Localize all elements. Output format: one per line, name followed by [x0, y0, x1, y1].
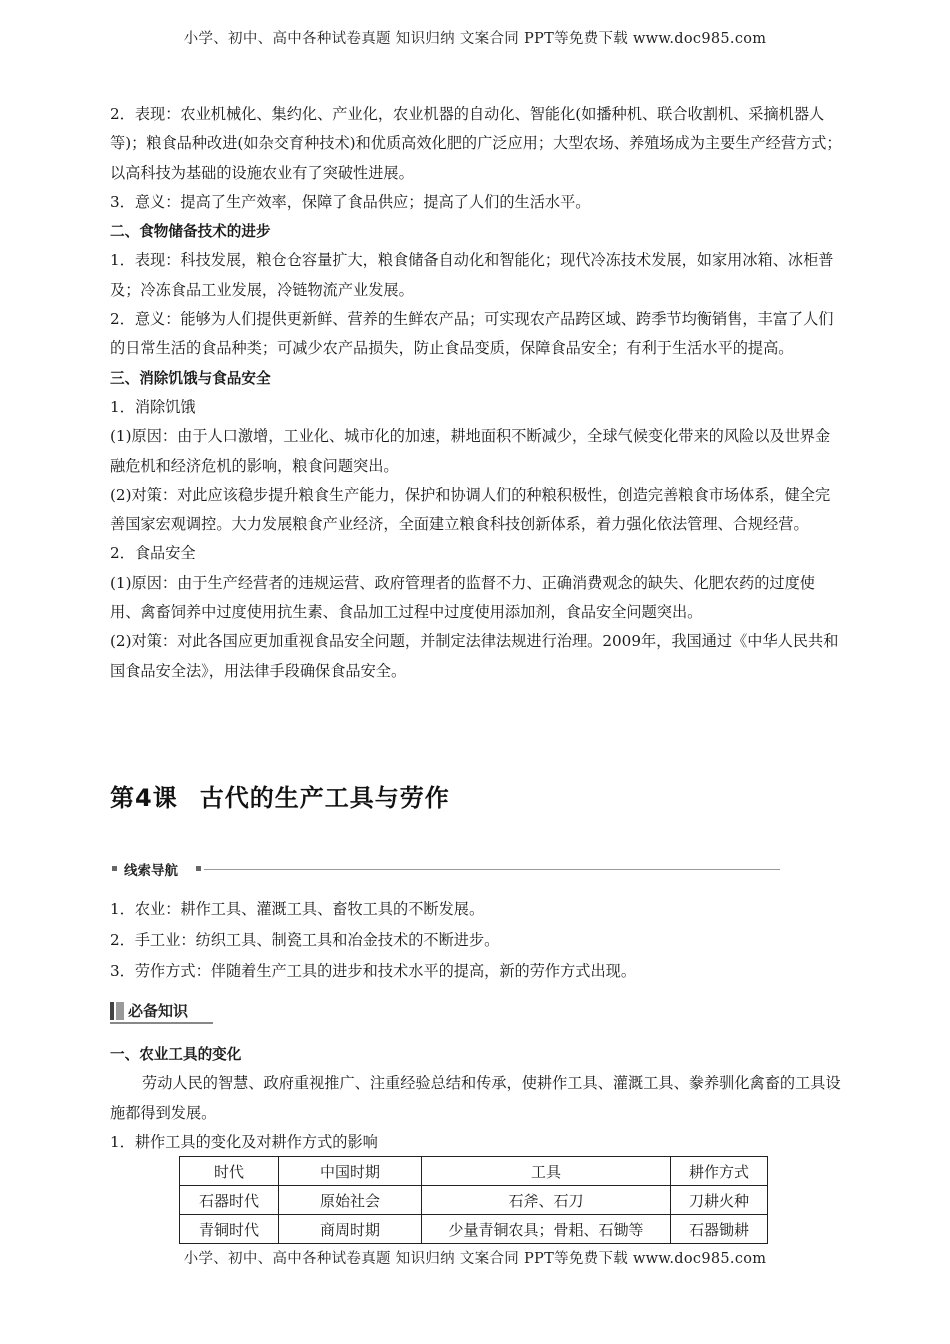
page-footer: 小学、初中、高中各种试卷真题 知识归纳 文案合同 PPT等免费下载 www.doc985.com — [183, 1251, 767, 1267]
clue-navigation-bar — [110, 859, 780, 881]
paragraph-safety-cause: (1)原因：由于生产经营者的违规运营、政府管理者的监督不力、正确消费观念的缺失、化肥农药的过度使用、禽畜饲养中过度使用抗生素、食品加工过程中过度使用添加剂，食品安全问题突出。 — [110, 573, 815, 622]
table-header-cell: 耕作方式 — [671, 1157, 768, 1186]
subheading-farming-tools: 1．耕作工具的变化及对耕作方式的影响 — [110, 1132, 378, 1151]
table-header-cell: 中国时期 — [279, 1157, 422, 1186]
paragraph-storage-significance: 2．意义：能够为人们提供更新鲜、营养的生鲜农产品；可实现农产品跨区域、跨季节均衡销售，丰富了人们的日常生活的食品种类；可减少农产品损失，防止食品变质，保障食品安全；有利于生活水平的提高。 — [110, 310, 834, 358]
table-header-cell: 时代 — [180, 1157, 279, 1186]
banner-underline — [110, 1022, 213, 1024]
essential-knowledge-banner — [110, 999, 220, 1025]
section-heading-hunger-safety: 三、消除饥饿与食品安全 — [110, 369, 271, 387]
table-cell: 青铜时代 — [180, 1215, 279, 1244]
section-heading-agricultural-tools: 一、农业工具的变化 — [110, 1046, 242, 1063]
table-cell: 石器锄耕 — [671, 1215, 768, 1244]
paragraph-significance: 3．意义：提高了生产效率，保障了食品供应；提高了人们的生活水平。 — [110, 192, 591, 211]
square-bullet-icon — [112, 866, 117, 871]
table-row — [180, 1186, 768, 1215]
divider-line — [204, 869, 780, 870]
clue-item: 2．手工业：纺织工具、制瓷工具和冶金技术的不断进步。 — [110, 931, 500, 949]
essential-knowledge-label: 必备知识 — [128, 1002, 189, 1020]
page-header: 小学、初中、高中各种试卷真题 知识归纳 文案合同 PPT等免费下载 www.doc985.com — [183, 31, 767, 47]
paragraph-safety-measure: (2)对策：对此各国应更加重视食品安全问题，并制定法律法规进行治理。2009年，我国通过《中华人民共和国食品安全法》，用法律手段确保食品安全。 — [110, 632, 839, 680]
body-text — [110, 100, 842, 686]
lesson-name: 古代的生产工具与劳作 — [199, 784, 450, 812]
paragraph-tools-intro: 劳动人民的智慧、政府重视推广、注重经验总结和传承，使耕作工具、灌溉工具、豢养驯化禽畜的工具设施都得到发展。 — [110, 1074, 841, 1122]
paragraph-hunger-cause: (1)原因：由于人口激增，工业化、城市化的加速，耕地面积不断减少，全球气候变化带来的风险以及世界金融危机和经济危机的影响，粮食问题突出。 — [110, 427, 831, 475]
table-header-cell: 工具 — [422, 1157, 671, 1186]
lesson-title — [110, 778, 450, 813]
square-bullet-icon — [196, 866, 201, 871]
clue-list — [110, 894, 842, 987]
banner-bar-icon — [110, 1002, 114, 1020]
section-heading-food-storage: 二、食物储备技术的进步 — [110, 223, 271, 241]
subheading-food-safety: 2．食品安全 — [110, 544, 196, 563]
subheading-eliminate-hunger: 1．消除饥饿 — [110, 397, 196, 416]
table-cell: 原始社会 — [279, 1186, 422, 1215]
table-row — [180, 1215, 768, 1244]
paragraph-storage-performance: 1．表现：科技发展，粮仓仓容量扩大，粮食储备自动化和智能化；现代冷冻技术发展，如家用冰箱、冰柜普及；冷冻食品工业发展，冷链物流产业发展。 — [110, 251, 834, 299]
table-cell: 石器时代 — [180, 1186, 279, 1215]
agricultural-tools-section — [110, 1040, 842, 1157]
farming-tools-table — [179, 1156, 768, 1244]
clue-navigation-label: 线索导航 — [124, 863, 178, 879]
banner-bar-icon — [116, 1002, 124, 1020]
table-cell: 刀耕火种 — [671, 1186, 768, 1215]
paragraph-performance: 2．表现：农业机械化、集约化、产业化，农业机器的自动化、智能化(如播种机、联合收割机、采摘机器人等)；粮食品种改进(如杂交育种技术)和优质高效化肥的广泛应用；大型农场、养殖场成为主要生产经营方式；以高科技为基础的设施农业有了突破性进展。 — [110, 105, 842, 182]
clue-item: 1．农业：耕作工具、灌溉工具、畜牧工具的不断发展。 — [110, 900, 485, 918]
table-cell: 少量青铜农具；骨耜、石锄等 — [422, 1215, 671, 1244]
lesson-number: 第4课 — [110, 784, 178, 812]
table-cell: 商周时期 — [279, 1215, 422, 1244]
paragraph-hunger-measure: (2)对策：对此应该稳步提升粮食生产能力，保护和协调人们的种粮积极性，创造完善粮食市场体系，健全完善国家宏观调控。大力发展粮食产业经济，全面建立粮食科技创新体系，着力强化依法管理、合规经营。 — [110, 485, 831, 534]
table-cell: 石斧、石刀 — [422, 1186, 671, 1215]
table-header-row — [180, 1157, 768, 1186]
clue-item: 3．劳作方式：伴随着生产工具的进步和技术水平的提高，新的劳作方式出现。 — [110, 962, 637, 980]
